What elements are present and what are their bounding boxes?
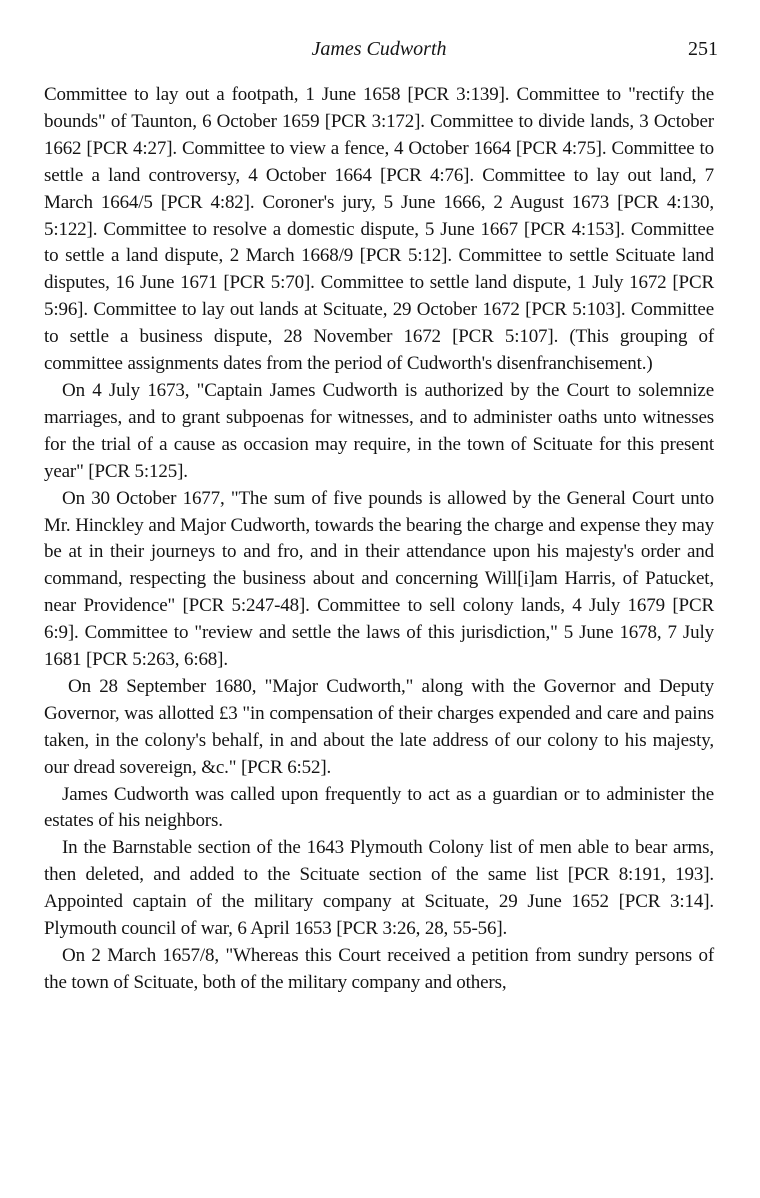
book-page <box>44 38 718 997</box>
body-text <box>44 82 714 997</box>
paragraph-compensation-1680: On 28 September 1680, "Major Cudworth," along with the Governor and Deputy Governor, was allotted £3 "in compensation of their charges expended and care and pains taken, in the colony's behalf, in and about the late address of our colony to his majesty, our dread sovereign, &c." [PCR 6:52]. <box>44 675 714 778</box>
running-title: James Cudworth <box>311 38 447 60</box>
paragraph-guardian: James Cudworth was called upon frequently to act as a guardian or to administer the estates of his neighbors. <box>44 783 714 832</box>
page-number: 251 <box>688 38 718 60</box>
running-head <box>44 38 718 68</box>
paragraph-military-list: In the Barnstable section of the 1643 Plymouth Colony list of men able to bear arms, then deleted, and added to the Scituate section of the same list [PCR 8:191, 193]. Appointed captain of the military company at Scituate, 29 June 1652 [PCR 3:14]. Plymouth council of war, 6 April 1653 [PCR 3:26, 28, 55-56]. <box>44 837 714 940</box>
paragraph-marriages-authorization: On 4 July 1673, "Captain James Cudworth is authorized by the Court to solemnize marriages, and to grant subpoenas for witnesses, and to administer oaths unto witnesses for the trial of a cause as occasion may require, in the town of Scituate for this present year" [PCR 5:125]. <box>44 379 714 482</box>
paragraph-five-pounds-allowance: On 30 October 1677, "The sum of five pounds is allowed by the General Court unto Mr. Hinckley and Major Cudworth, towards the bearing the charge and expense they may be at in their journeys to and fro, and in their attendance upon his majesty's order and command, respecting the business about and concerning Will[i]am Harris, of Patucket, near Providence" [PCR 5:247-48]. Committee to sell colony lands, 4 July 1679 [PCR 6:9]. Committee to "review and settle the laws of this jurisdiction," 5 June 1678, 7 July 1681 [PCR 5:263, 6:68]. <box>44 487 714 671</box>
paragraph-committee-assignments: Committee to lay out a footpath, 1 June 1658 [PCR 3:139]. Committee to "rectify the bounds" of Taunton, 6 October 1659 [PCR 3:172]. Committee to divide lands, 3 October 1662 [PCR 4:27]. Committee to view a fence, 4 October 1664 [PCR 4:75]. Committee to settle a land controversy, 4 October 1664 [PCR 4:76]. Committee to lay out land, 7 March 1664/5 [PCR 4:82]. Coroner's jury, 5 June 1666, 2 August 1673 [PCR 4:130, 5:122]. Committee to resolve a domestic dispute, 5 June 1667 [PCR 4:153]. Committee to settle a land dispute, 2 March 1668/9 [PCR 5:12]. Committee to settle Scituate land disputes, 16 June 1671 [PCR 5:70]. Committee to settle land dispute, 1 July 1672 [PCR 5:96]. Committee to lay out lands at Scituate, 29 October 1672 [PCR 5:103]. Committee to settle a business dispute, 28 November 1672 [PCR 5:107]. (This grouping of committee assignments dates from the period of Cudworth's disenfranchisement.) <box>44 84 714 375</box>
paragraph-petition-1657: On 2 March 1657/8, "Whereas this Court received a petition from sundry persons of the town of Scituate, both of the military company and others, <box>44 945 714 993</box>
